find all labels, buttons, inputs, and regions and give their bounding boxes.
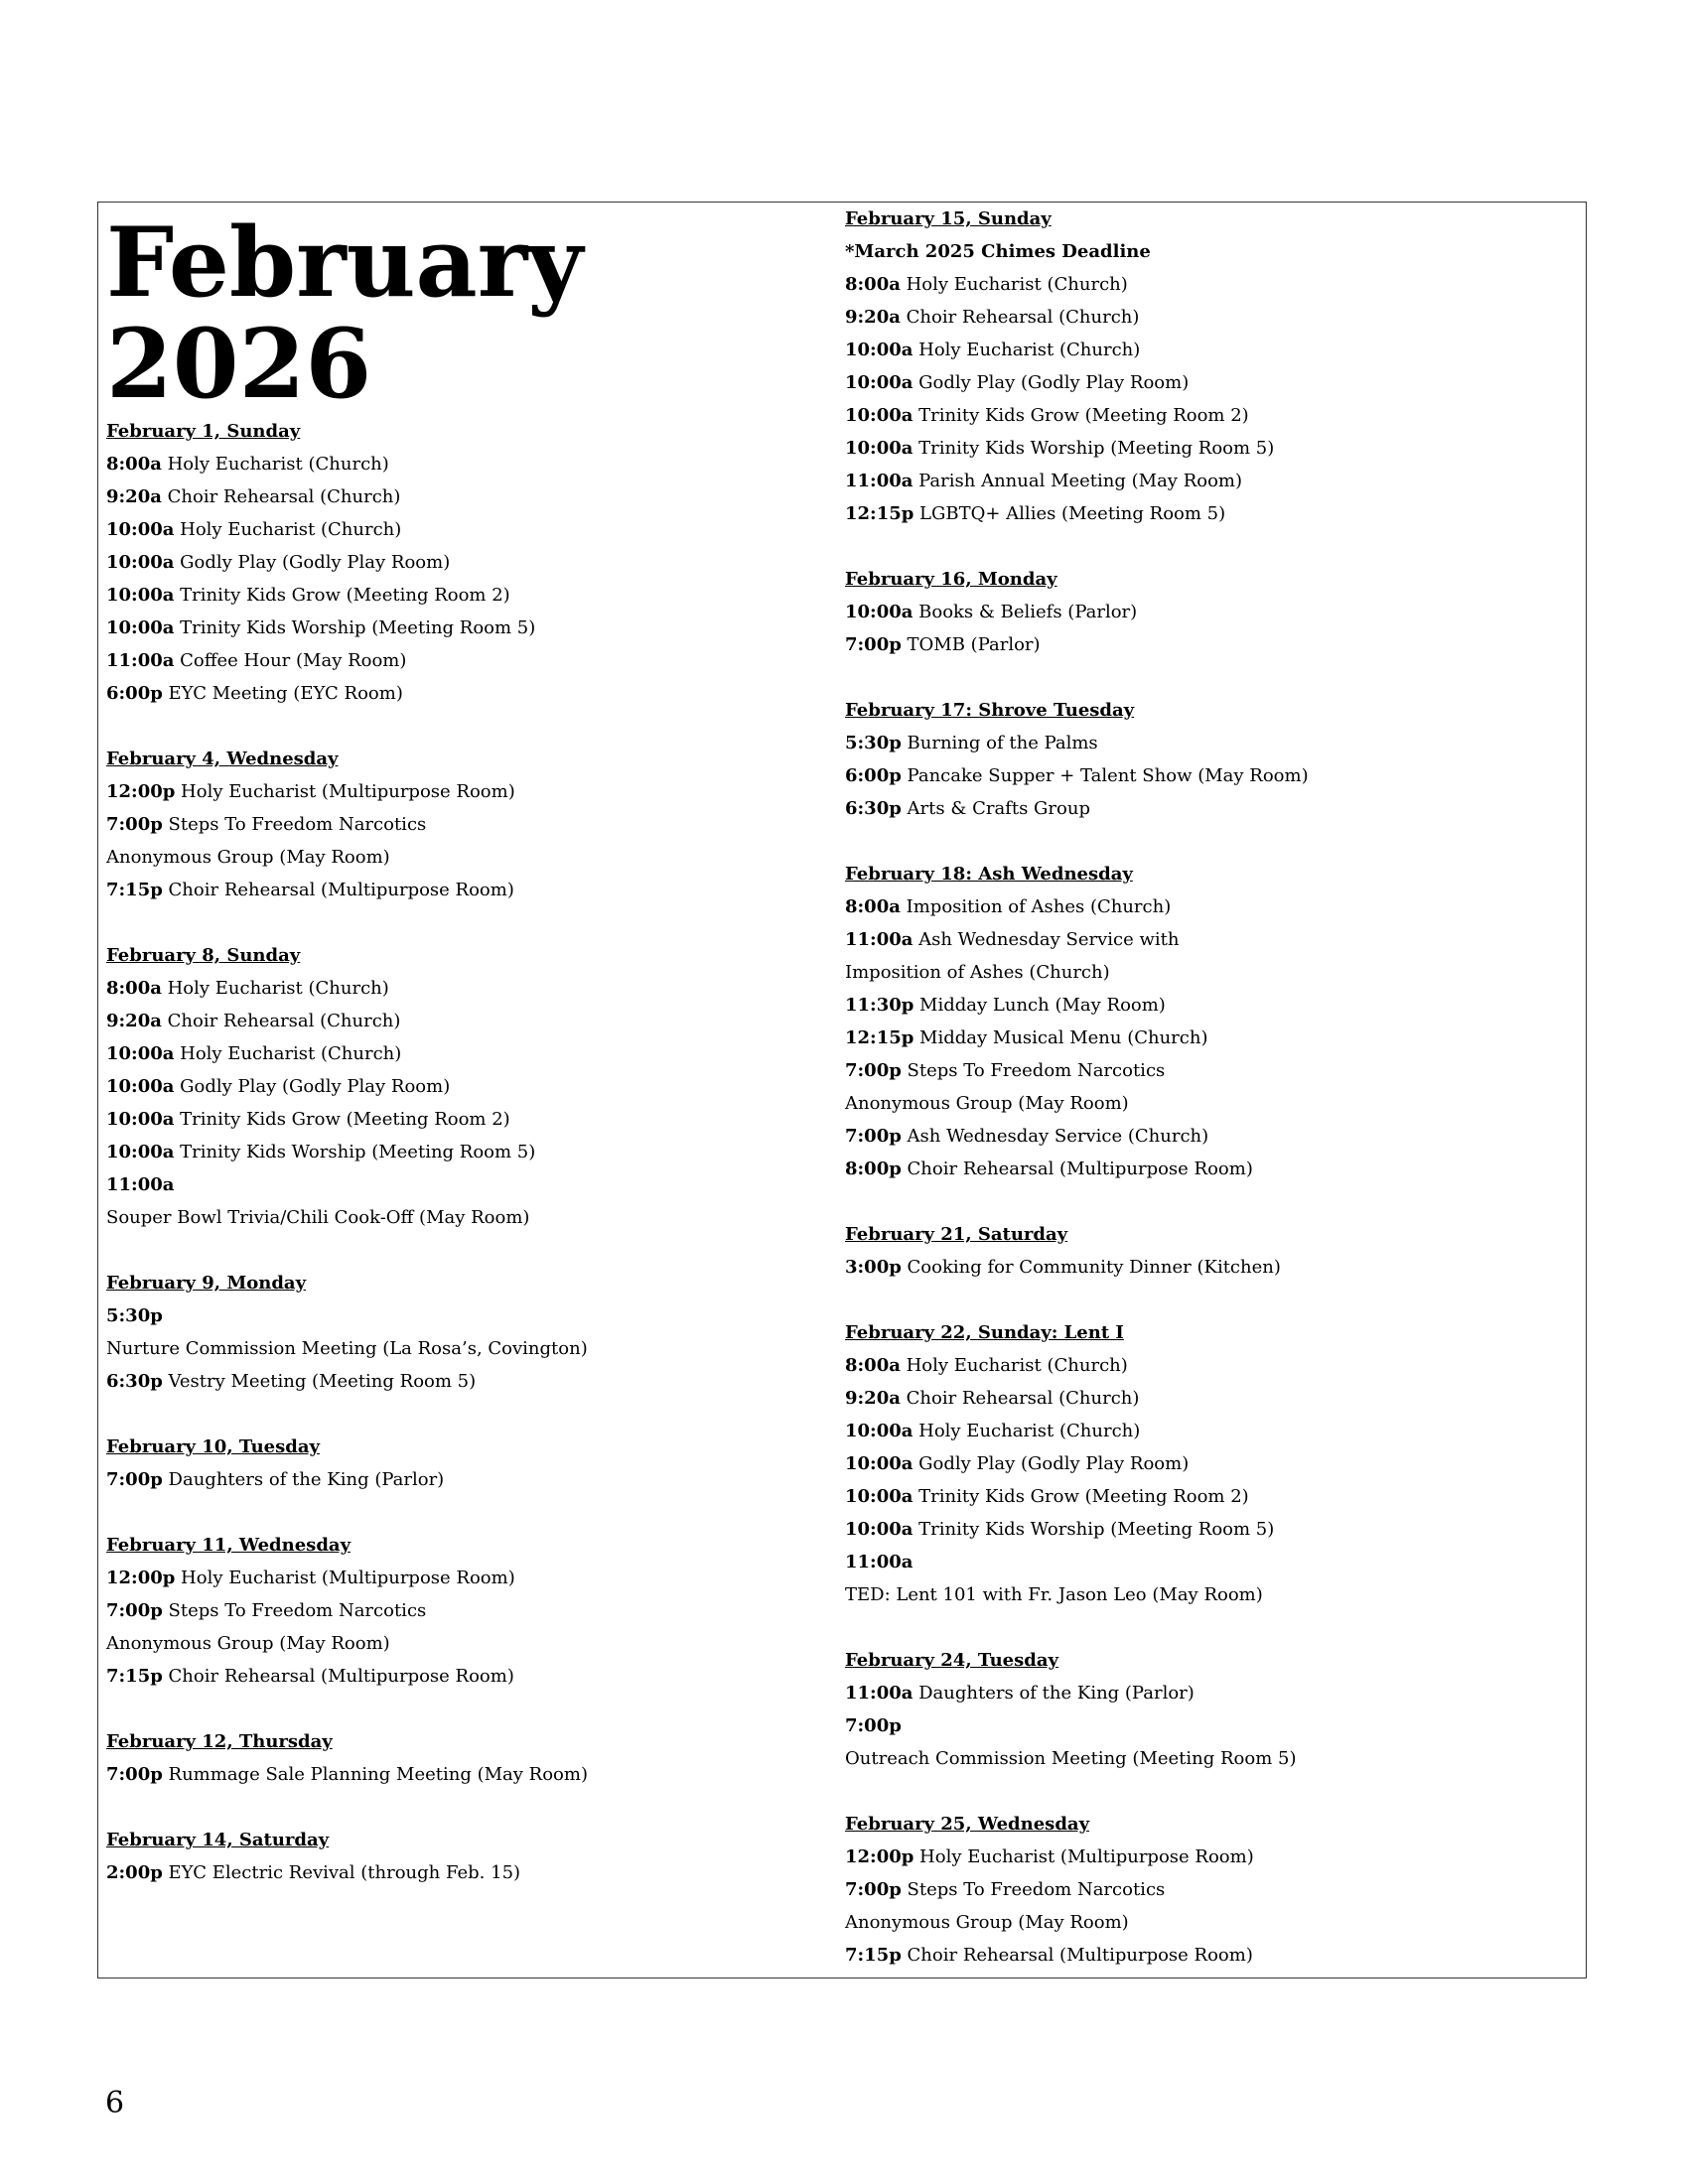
event-line <box>845 759 1580 792</box>
event-time: 10:00a <box>845 602 914 622</box>
event-line <box>845 1054 1580 1087</box>
event-description: Trinity Kids Worship (Meeting Room 5) <box>174 1142 536 1162</box>
day-heading: February 12, Thursday <box>106 1731 333 1752</box>
event-time: 2:00p <box>106 1862 163 1883</box>
event-time: 6:00p <box>106 683 163 704</box>
event-line <box>845 1153 1580 1185</box>
event-description: Holy Eucharist (Multipurpose Room) <box>175 1568 515 1588</box>
event-time: 10:00a <box>845 372 914 393</box>
event-time: 12:00p <box>106 1568 176 1588</box>
event-line <box>106 1299 841 1332</box>
event-line <box>106 1365 841 1398</box>
day-block <box>106 1267 841 1398</box>
event-line <box>845 1415 1580 1447</box>
event-line <box>106 1562 841 1594</box>
day-block <box>845 1218 1580 1284</box>
event-time: 12:00p <box>106 781 176 802</box>
event-time: 11:00a <box>845 1552 914 1572</box>
event-description: Arts & Crafts Group <box>901 798 1090 819</box>
event-line <box>845 1841 1580 1873</box>
event-description: Anonymous Group (May Room) <box>845 1912 1129 1933</box>
event-line <box>106 546 841 579</box>
event-time: 6:30p <box>845 798 902 819</box>
event-description: Holy Eucharist (Church) <box>161 454 389 475</box>
event-description: Holy Eucharist (Church) <box>900 274 1128 295</box>
event-line <box>106 841 841 874</box>
event-line <box>845 1578 1580 1611</box>
event-time: 7:00p <box>106 1469 163 1490</box>
day-heading: February 18: Ash Wednesday <box>845 864 1133 885</box>
event-time: 12:15p <box>845 1027 914 1048</box>
event-line <box>845 268 1580 301</box>
event-description: Imposition of Ashes (Church) <box>900 896 1172 917</box>
event-line <box>106 972 841 1005</box>
event-description: Anonymous Group (May Room) <box>845 1093 1129 1114</box>
event-line <box>845 1120 1580 1153</box>
event-time: *March 2025 Chimes Deadline <box>845 241 1151 262</box>
event-line <box>106 1627 841 1660</box>
event-description: Burning of the Palms <box>901 733 1098 753</box>
event-line <box>106 644 841 677</box>
day-block <box>106 743 841 906</box>
event-line <box>845 497 1580 530</box>
event-time: 10:00a <box>845 1453 914 1474</box>
event-time: 7:00p <box>106 814 163 835</box>
event-description: Choir Rehearsal (Church) <box>900 307 1140 328</box>
event-description: Trinity Kids Worship (Meeting Room 5) <box>913 1519 1275 1540</box>
event-time: 7:00p <box>106 1600 163 1621</box>
event-time: 8:00a <box>106 454 162 475</box>
event-description: Nurture Commission Meeting (La Rosa’s, Covington) <box>106 1338 588 1359</box>
event-time: 7:15p <box>106 880 163 900</box>
event-description: Pancake Supper + Talent Show (May Room) <box>901 765 1309 786</box>
event-description: Holy Eucharist (Multipurpose Room) <box>914 1846 1254 1867</box>
event-line <box>106 1856 841 1889</box>
event-description: Trinity Kids Worship (Meeting Room 5) <box>913 438 1275 459</box>
event-line <box>106 1005 841 1037</box>
event-time: 7:00p <box>845 1879 902 1900</box>
event-line <box>106 1201 841 1234</box>
event-time: 7:00p <box>106 1764 163 1785</box>
event-line <box>845 890 1580 923</box>
event-description: Steps To Freedom Narcotics <box>901 1879 1166 1900</box>
event-line <box>106 513 841 546</box>
event-time: 10:00a <box>845 1486 914 1507</box>
event-line <box>845 301 1580 334</box>
day-block <box>845 858 1580 1185</box>
event-description: Holy Eucharist (Church) <box>174 1043 402 1064</box>
event-time: 11:00a <box>845 471 914 491</box>
event-line <box>845 1677 1580 1709</box>
event-description: Parish Annual Meeting (May Room) <box>913 471 1243 491</box>
event-line <box>845 1906 1580 1939</box>
day-heading: February 11, Wednesday <box>106 1535 352 1556</box>
page-number: 6 <box>105 2086 125 2120</box>
page-title <box>106 206 841 420</box>
event-time: 12:15p <box>845 503 914 524</box>
event-line <box>106 1168 841 1201</box>
event-line <box>106 677 841 710</box>
day-block <box>845 1808 1580 1972</box>
title-month: February <box>106 206 584 319</box>
event-description: Choir Rehearsal (Church) <box>161 1011 401 1031</box>
event-description: Rummage Sale Planning Meeting (May Room) <box>162 1764 588 1785</box>
event-line <box>845 399 1580 432</box>
event-description: Godly Play (Godly Play Room) <box>174 552 451 573</box>
event-line <box>845 923 1580 956</box>
event-line <box>845 1022 1580 1054</box>
event-description: Trinity Kids Grow (Meeting Room 2) <box>913 405 1249 426</box>
event-description: Holy Eucharist (Church) <box>913 1421 1141 1441</box>
event-description: Godly Play (Godly Play Room) <box>913 1453 1190 1474</box>
event-description: Holy Eucharist (Church) <box>913 340 1141 360</box>
day-block <box>106 1725 841 1791</box>
event-time: 7:15p <box>106 1666 163 1687</box>
event-description: Anonymous Group (May Room) <box>106 1633 390 1654</box>
event-description: Trinity Kids Grow (Meeting Room 2) <box>174 1109 510 1130</box>
event-description: Steps To Freedom Narcotics <box>901 1060 1166 1081</box>
day-heading: February 15, Sunday <box>845 208 1052 229</box>
day-heading: February 25, Wednesday <box>845 1814 1090 1835</box>
event-line <box>106 480 841 513</box>
event-line <box>845 1742 1580 1775</box>
event-time: 10:00a <box>106 617 175 638</box>
event-time: 5:30p <box>845 733 902 753</box>
event-line <box>106 1594 841 1627</box>
event-time: 9:20a <box>845 307 901 328</box>
event-line <box>845 1480 1580 1513</box>
event-line <box>106 1660 841 1693</box>
day-block <box>106 939 841 1234</box>
event-description: Holy Eucharist (Church) <box>174 519 402 540</box>
event-line <box>106 1037 841 1070</box>
event-time: 10:00a <box>845 405 914 426</box>
day-heading: February 4, Wednesday <box>106 749 339 769</box>
event-line <box>845 465 1580 497</box>
event-time: 10:00a <box>845 1421 914 1441</box>
day-block <box>845 694 1580 825</box>
event-description: Choir Rehearsal (Multipurpose Room) <box>162 880 514 900</box>
event-time: 10:00a <box>106 1043 175 1064</box>
event-time: 6:30p <box>106 1371 163 1392</box>
event-line <box>106 1758 841 1791</box>
event-description: Coffee Hour (May Room) <box>174 650 407 671</box>
event-time: 8:00a <box>845 896 901 917</box>
left-column <box>106 203 841 1922</box>
right-column <box>845 203 1580 2004</box>
day-block <box>106 1431 841 1496</box>
event-time: 7:15p <box>845 1945 902 1966</box>
event-description: Godly Play (Godly Play Room) <box>174 1076 451 1097</box>
event-line <box>845 1087 1580 1120</box>
event-time: 6:00p <box>845 765 902 786</box>
event-line <box>845 1709 1580 1742</box>
event-time: 11:00a <box>845 1683 914 1704</box>
event-time: 7:00p <box>845 634 902 655</box>
event-line <box>845 628 1580 661</box>
event-time: 11:00a <box>845 929 914 950</box>
event-line <box>106 808 841 841</box>
event-description: Choir Rehearsal (Multipurpose Room) <box>901 1945 1253 1966</box>
day-block <box>106 1529 841 1693</box>
day-heading: February 10, Tuesday <box>106 1436 320 1457</box>
event-description: EYC Meeting (EYC Room) <box>162 683 403 704</box>
left-day-list <box>106 415 841 1889</box>
event-description: Trinity Kids Grow (Meeting Room 2) <box>913 1486 1249 1507</box>
event-description: Steps To Freedom Narcotics <box>162 1600 427 1621</box>
event-time: 10:00a <box>106 1076 175 1097</box>
day-heading: February 14, Saturday <box>106 1830 330 1850</box>
event-description: Ash Wednesday Service with <box>913 929 1180 950</box>
event-line <box>106 775 841 808</box>
day-heading: February 16, Monday <box>845 569 1057 590</box>
day-block <box>845 1316 1580 1611</box>
title-year: 2026 <box>106 308 372 420</box>
event-time: 7:00p <box>845 1126 902 1147</box>
event-line <box>845 366 1580 399</box>
event-line <box>106 448 841 480</box>
event-time: 9:20a <box>106 1011 162 1031</box>
event-time: 12:00p <box>845 1846 914 1867</box>
event-time: 7:00p <box>845 1060 902 1081</box>
event-description: Souper Bowl Trivia/Chili Cook-Off (May Room) <box>106 1207 530 1228</box>
event-time: 8:00a <box>106 978 162 999</box>
event-line <box>106 1332 841 1365</box>
event-description: Cooking for Community Dinner (Kitchen) <box>901 1257 1281 1278</box>
event-time: 11:00a <box>106 1174 175 1195</box>
event-description: Ash Wednesday Service (Church) <box>901 1126 1209 1147</box>
event-description: Choir Rehearsal (Church) <box>900 1388 1140 1409</box>
event-time: 10:00a <box>106 552 175 573</box>
day-heading: February 24, Tuesday <box>845 1650 1058 1671</box>
event-line <box>845 1873 1580 1906</box>
event-line <box>845 596 1580 628</box>
event-line <box>845 1447 1580 1480</box>
event-time: 7:00p <box>845 1715 902 1736</box>
event-time: 3:00p <box>845 1257 902 1278</box>
event-time: 10:00a <box>106 1142 175 1162</box>
day-heading: February 21, Saturday <box>845 1224 1068 1245</box>
event-description: Books & Beliefs (Parlor) <box>913 602 1138 622</box>
event-line <box>106 1070 841 1103</box>
day-heading: February 8, Sunday <box>106 945 301 966</box>
event-time: 8:00p <box>845 1159 902 1179</box>
day-block <box>106 1824 841 1889</box>
event-time: 10:00a <box>845 438 914 459</box>
event-description: Steps To Freedom Narcotics <box>162 814 427 835</box>
event-description: Holy Eucharist (Church) <box>900 1355 1128 1376</box>
day-heading: February 1, Sunday <box>106 421 301 442</box>
event-line <box>845 432 1580 465</box>
event-time: 10:00a <box>106 585 175 606</box>
event-description: Imposition of Ashes (Church) <box>845 962 1110 983</box>
right-day-list <box>845 203 1580 1972</box>
day-block <box>845 563 1580 661</box>
calendar-frame <box>97 202 1587 1979</box>
event-time: 8:00a <box>845 274 901 295</box>
event-line <box>106 874 841 906</box>
event-description: Midday Lunch (May Room) <box>914 995 1166 1016</box>
event-line <box>106 612 841 644</box>
event-time: 11:30p <box>845 995 914 1016</box>
event-description: Midday Musical Menu (Church) <box>914 1027 1208 1048</box>
event-time: 10:00a <box>845 1519 914 1540</box>
event-line <box>845 727 1580 759</box>
event-description: Trinity Kids Worship (Meeting Room 5) <box>174 617 536 638</box>
event-description: Godly Play (Godly Play Room) <box>913 372 1190 393</box>
event-description: LGBTQ+ Allies (Meeting Room 5) <box>914 503 1226 524</box>
event-line <box>845 235 1580 268</box>
event-description: EYC Electric Revival (through Feb. 15) <box>162 1862 521 1883</box>
event-description: Daughters of the King (Parlor) <box>162 1469 445 1490</box>
event-time: 9:20a <box>106 486 162 507</box>
event-description: Choir Rehearsal (Multipurpose Room) <box>901 1159 1253 1179</box>
event-line <box>845 792 1580 825</box>
event-description: Anonymous Group (May Room) <box>106 847 390 868</box>
event-time: 11:00a <box>106 650 175 671</box>
event-description: Choir Rehearsal (Church) <box>161 486 401 507</box>
event-line <box>845 1513 1580 1546</box>
event-description: TED: Lent 101 with Fr. Jason Leo (May Room) <box>845 1584 1263 1605</box>
event-line <box>106 1103 841 1136</box>
event-line <box>845 334 1580 366</box>
event-time: 9:20a <box>845 1388 901 1409</box>
event-line <box>845 956 1580 989</box>
day-heading: February 9, Monday <box>106 1273 307 1294</box>
event-line <box>845 1939 1580 1972</box>
event-time: 10:00a <box>106 1109 175 1130</box>
event-line <box>845 989 1580 1022</box>
event-description: Holy Eucharist (Church) <box>161 978 389 999</box>
event-description: Outreach Commission Meeting (Meeting Room 5) <box>845 1748 1297 1769</box>
event-description: Vestry Meeting (Meeting Room 5) <box>162 1371 477 1392</box>
event-time: 10:00a <box>845 340 914 360</box>
event-time: 8:00a <box>845 1355 901 1376</box>
event-time: 10:00a <box>106 519 175 540</box>
event-time: 5:30p <box>106 1305 163 1326</box>
event-line <box>845 1349 1580 1382</box>
day-block <box>845 203 1580 530</box>
event-description: Holy Eucharist (Multipurpose Room) <box>175 781 515 802</box>
event-description: Daughters of the King (Parlor) <box>913 1683 1195 1704</box>
event-line <box>845 1382 1580 1415</box>
event-line <box>845 1251 1580 1284</box>
event-line <box>845 1546 1580 1578</box>
day-block <box>106 415 841 710</box>
event-description: Choir Rehearsal (Multipurpose Room) <box>162 1666 514 1687</box>
event-description: TOMB (Parlor) <box>901 634 1041 655</box>
event-line <box>106 1136 841 1168</box>
day-block <box>845 1644 1580 1775</box>
day-heading: February 22, Sunday: Lent I <box>845 1322 1124 1343</box>
event-line <box>106 1463 841 1496</box>
day-heading: February 17: Shrove Tuesday <box>845 700 1135 721</box>
event-line <box>106 579 841 612</box>
event-description: Trinity Kids Grow (Meeting Room 2) <box>174 585 510 606</box>
